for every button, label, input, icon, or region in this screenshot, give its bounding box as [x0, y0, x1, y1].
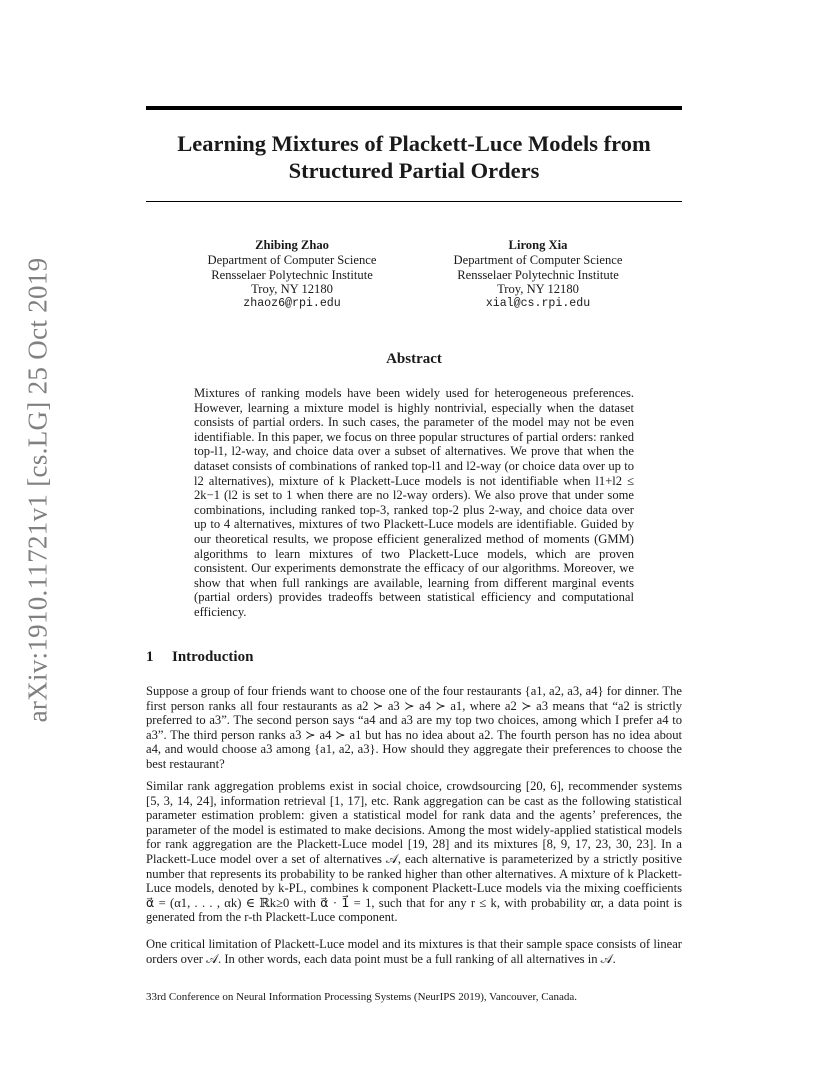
abstract-heading: Abstract: [386, 351, 442, 367]
intro-paragraph-2: Similar rank aggregation problems exist in social choice, crowdsourcing [20, 6], recommender systems [5, 3, 14, 24], information retrieval [1, 17], etc. Rank aggregation can be cast as the following statistical parameter estimation problem: given a statistical model for rank data and the agents’ preferences, the parameter of the model is estimated to make decisions. Among the most widely-applied statistical models for rank aggregation are the Plackett-Luce model [19, 28] and its mixtures [8, 9, 17, 23, 30, 23]. In a Plackett-Luce model over a set of alternatives 𝒜, each alternative is parameterized by a strictly positive number that represents its probability to be ranked higher than other alternatives. A mixture of k Plackett-Luce models, denoted by k-PL, combines k component Plackett-Luce models via the mixing coefficients α⃗ = (α1, . . . , αk) ∈ ℝk≥0 with α⃗ · 1⃗ = 1, such that for any r ≤ k, with probability αr, a data point is generated from the r-th Plackett-Luce component.: [146, 779, 682, 925]
author-city: Troy, NY 12180: [251, 282, 333, 297]
author-name: Zhibing Zhao: [255, 238, 329, 252]
author-city: Troy, NY 12180: [497, 282, 579, 297]
intro-paragraph-1: Suppose a group of four friends want to choose one of the four restaurants {a1, a2, a3, a4} for dinner. The first person ranks all four restaurants as a2 ≻ a3 ≻ a4 ≻ a1, where a2 ≻ a3 means that “a2 is strictly preferred to a3”. The second person says “a4 and a3 are my top two choices, among which I prefer a4 to a3”. The third person ranks a3 ≻ a4 ≻ a1 but has no idea about a2. The fourth person has no idea about a4, and would choose a3 among {a1, a2, a3}. How should they aggregate their preferences to choose the best restaurant?: [146, 684, 682, 771]
abstract-text: Mixtures of ranking models have been widely used for heterogeneous preferences. However, learning a mixture model is highly nontrivial, especially when the dataset consists of partial orders. In such cases, the parameter of the model may not be even identifiable. In this paper, we focus on three popular structures of partial orders: ranked top-l1, l2-way, and choice data over a subset of alternatives. We prove that when the dataset consists of combinations of ranked top-l1 and l2-way (or choice data over up to l2 alternatives), mixture of k Plackett-Luce models is not identifiable when l1+l2 ≤ 2k−1 (l2 is set to 1 when there are no l2-way orders). We also prove that under some combinations, including ranked top-3, ranked top-2 plus 2-way, and choice data over up to 4 alternatives, mixtures of two Plackett-Luce models are identifiable. Guided by our theoretical results, we propose efficient generalized method of moments (GMM) algorithms to learn mixtures of two Plackett-Luce models, which are proven consistent. Our experiments demonstrate the efficacy of our algorithms. Moreover, we show that when full rankings are available, learning from different marginal events (partial orders) provides tradeoffs between statistical efficiency and computational efficiency.: [194, 386, 634, 619]
top-rule: [146, 106, 682, 110]
title-line-2: Structured Partial Orders: [288, 158, 540, 183]
author-inst: Rensselaer Polytechnic Institute: [457, 267, 619, 282]
arxiv-identifier: arXiv:1910.11721v1 [cs.LG] 25 Oct 2019: [22, 257, 53, 723]
section-title: Introduction: [172, 649, 254, 665]
author-block-1: [172, 238, 412, 312]
section-heading: [146, 649, 253, 666]
title-line-1: Learning Mixtures of Plackett-Luce Models from: [177, 131, 651, 156]
author-dept: Department of Computer Science: [453, 252, 623, 267]
conference-footer: 33rd Conference on Neural Information Processing Systems (NeurIPS 2019), Vancouver, Canada.: [146, 991, 578, 1003]
section-number: 1: [146, 649, 154, 665]
author-block-2: [418, 238, 658, 312]
author-inst: Rensselaer Polytechnic Institute: [211, 267, 373, 282]
title-rule: [146, 201, 682, 202]
intro-paragraph-3: One critical limitation of Plackett-Luce model and its mixtures is that their sample space consists of linear orders over 𝒜. In other words, each data point must be a full ranking of all alternatives in 𝒜.: [146, 937, 682, 966]
author-email[interactable]: zhaoz6@rpi.edu: [243, 297, 341, 311]
paper-title: [146, 130, 682, 184]
author-name: Lirong Xia: [508, 238, 568, 252]
author-dept: Department of Computer Science: [207, 252, 377, 267]
arxiv-sidebar: [0, 0, 60, 1072]
author-email[interactable]: xial@cs.rpi.edu: [485, 297, 591, 311]
